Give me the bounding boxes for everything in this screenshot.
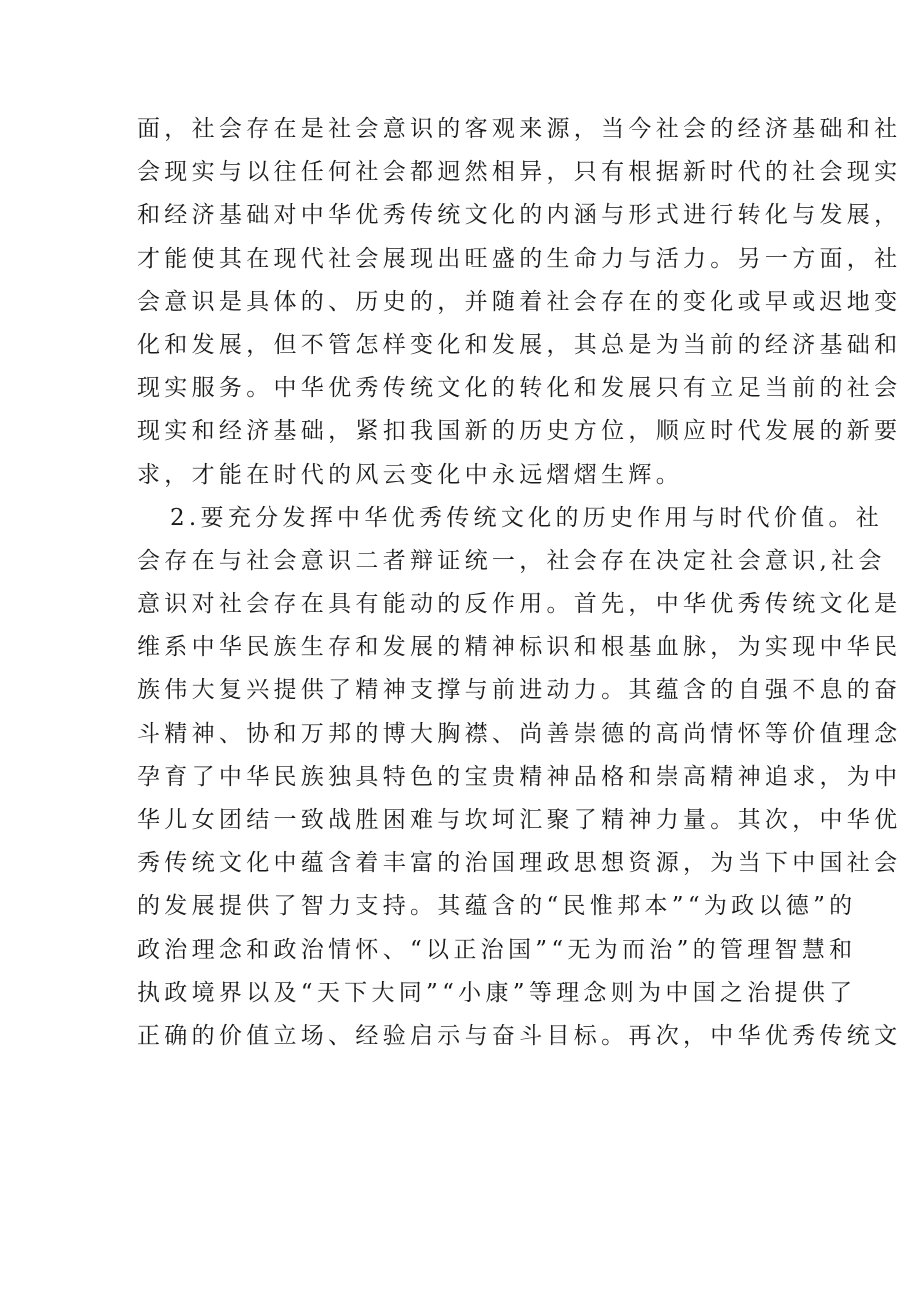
text-line: 会现实与以往任何社会都迥然相异，只有根据新时代的社会现实 xyxy=(137,159,902,186)
body-text xyxy=(137,108,902,1058)
text-line: 现实服务。中华优秀传统文化的转化和发展只有立足当前的社会 xyxy=(137,375,902,402)
text-line: 2.要充分发挥中华优秀传统文化的历史作用与时代价值。社 xyxy=(170,504,884,531)
text-line: 斗精神、协和万邦的博大胸襟、尚善崇德的高尚情怀等价值理念 xyxy=(137,720,902,747)
paragraph-2 xyxy=(137,497,902,1058)
paragraph-1 xyxy=(137,108,902,497)
text-line: 政治理念和政治情怀、“以正治国”“无为而治”的管理智慧和 xyxy=(137,936,857,963)
text-line: 和经济基础对中华优秀传统文化的内涵与形式进行转化与发展， xyxy=(137,202,902,229)
text-line: 华儿女团结一致战胜困难与坎坷汇聚了精神力量。其次，中华优 xyxy=(137,807,902,833)
text-line: 会意识是具体的、历史的，并随着社会存在的变化或早或迟地变 xyxy=(137,288,902,315)
text-line: 族伟大复兴提供了精神支撑与前进动力。其蕴含的自强不息的奋 xyxy=(137,677,902,704)
text-line: 化和发展，但不管怎样变化和发展，其总是为当前的经济基础和 xyxy=(137,331,902,358)
text-line: 的发展提供了智力支持。其蕴含的“民惟邦本”“为政以德”的 xyxy=(137,893,857,920)
text-line: 正确的价值立场、经验启示与奋斗目标。再次，中华优秀传统文 xyxy=(137,1022,902,1049)
text-line: 会存在与社会意识二者辩证统一，社会存在决定社会意识,社会 xyxy=(137,547,886,574)
text-line: 面，社会存在是社会意识的客观来源，当今社会的经济基础和社 xyxy=(137,116,902,142)
text-line: 维系中华民族生存和发展的精神标识和根基血脉，为实现中华民 xyxy=(137,634,902,661)
text-line: 求，才能在时代的风云变化中永远熠熠生辉。 xyxy=(137,461,683,488)
text-line: 才能使其在现代社会展现出旺盛的生命力与活力。另一方面，社 xyxy=(137,245,902,272)
text-line: 意识对社会存在具有能动的反作用。首先，中华优秀传统文化是 xyxy=(137,591,902,618)
text-line: 孕育了中华民族独具特色的宝贵精神品格和崇高精神追求，为中 xyxy=(137,763,902,790)
text-line: 秀传统文化中蕴含着丰富的治国理政思想资源，为当下中国社会 xyxy=(137,850,902,877)
text-line: 现实和经济基础，紧扣我国新的历史方位，顺应时代发展的新要 xyxy=(137,418,902,445)
text-line: 执政境界以及“天下大同”“小康”等理念则为中国之治提供了 xyxy=(137,979,857,1006)
